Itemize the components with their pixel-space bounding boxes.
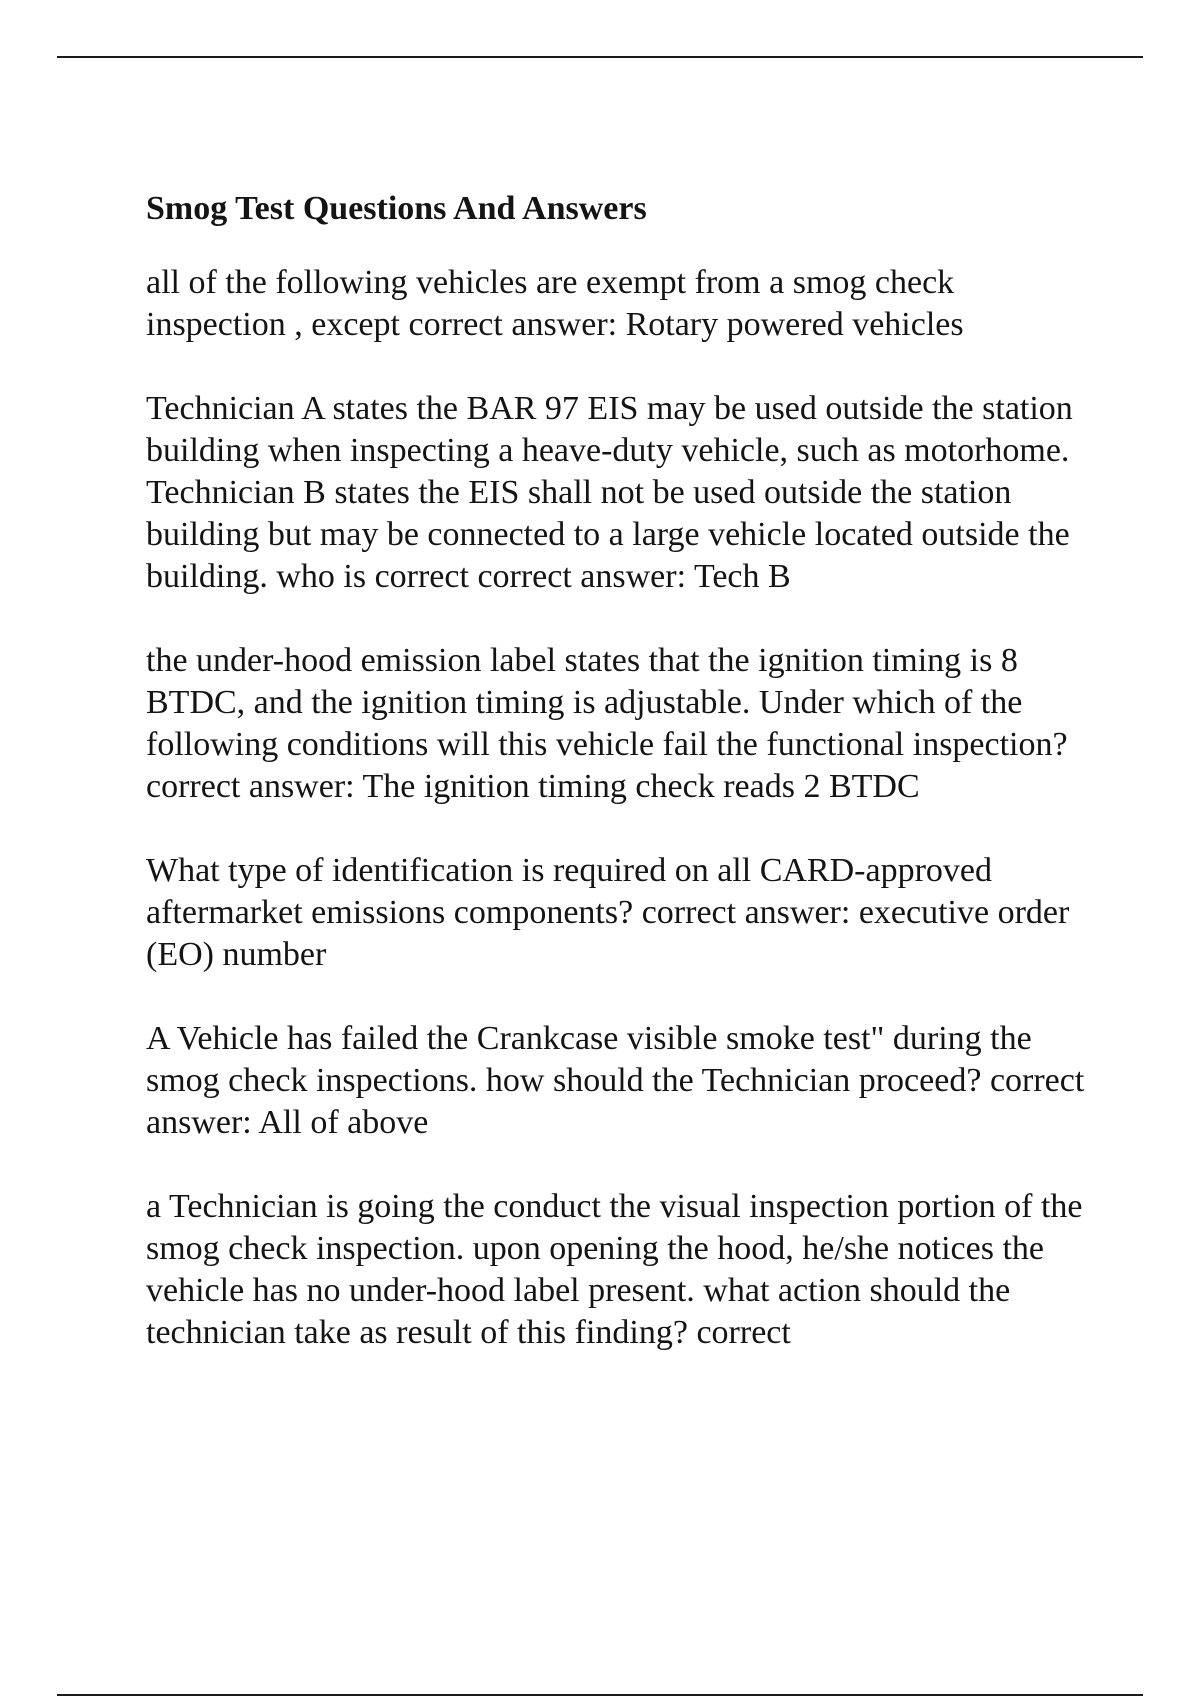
answer-text: The ignition timing check reads 2 BTDC — [362, 768, 920, 805]
qa-entry — [146, 388, 1096, 598]
answer-prefix: correct answer: — [477, 558, 687, 595]
answer-prefix: correct answer: — [408, 306, 618, 343]
question-text: all of the following vehicles are exempt from a smog check inspection , except — [146, 264, 963, 343]
answer-prefix: correct answer: — [146, 768, 355, 805]
answer-prefix: correct answer: — [146, 1062, 1093, 1141]
top-divider — [57, 56, 1143, 58]
bottom-divider — [57, 1694, 1143, 1696]
answer-text: Tech B — [693, 558, 791, 595]
answer-text: All of above — [258, 1104, 429, 1141]
question-text: A Vehicle has failed the Crankcase visible smoke test" during the smog check inspections. how should the Technician proceed? — [146, 1020, 1041, 1099]
document-body — [146, 186, 1096, 1396]
answer-text: Rotary powered vehicles — [625, 306, 964, 343]
answer-prefix: correct — [696, 1314, 791, 1351]
qa-entry — [146, 1018, 1096, 1144]
qa-entry — [146, 640, 1096, 808]
question-text: a Technician is going the conduct the visual inspection portion of the smog check inspection. upon opening the hood, he/she notices the vehicle has no under-hood label present. what action should the technician take as result of this finding? — [146, 1188, 1091, 1351]
qa-entry — [146, 850, 1096, 976]
question-text: What type of identification is required on all CARD-approved aftermarket emissions components? — [146, 852, 1001, 931]
question-text: Technician A states the BAR 97 EIS may be used outside the station building when inspecting a heave-duty vehicle, such as motorhome. Technician B states the EIS shall not be used outside the station building but may be connected to a large vehicle located outside the building. who is correct — [146, 390, 1082, 595]
qa-entry — [146, 1186, 1096, 1354]
answer-text: executive order (EO) number — [146, 894, 1078, 973]
answer-prefix: correct answer: — [641, 894, 851, 931]
document-title: Smog Test Questions And Answers — [146, 190, 647, 227]
question-text: the under-hood emission label states that the ignition timing is 8 BTDC, and the ignition timing is adjustable. Under which of the following conditions will this vehicle fail the functional inspection? — [146, 642, 1068, 763]
qa-entry — [146, 262, 1096, 346]
